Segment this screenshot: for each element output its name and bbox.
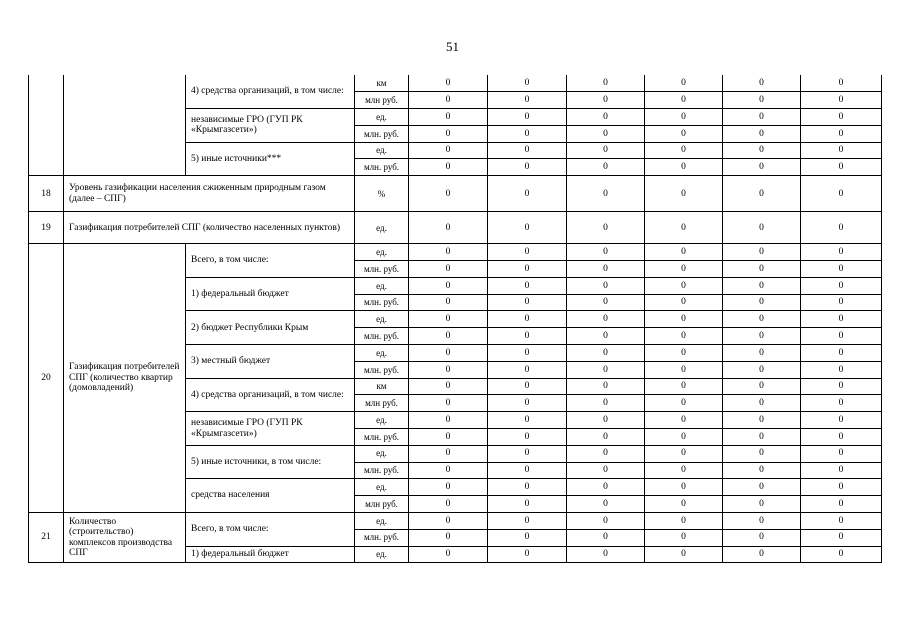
value-cell: 0 [645,176,723,212]
value-cell: 0 [488,176,567,212]
value-cell: 0 [801,496,882,513]
row-name: Уровень газификации населения сжиженным природным газом (далее – СПГ) [64,176,355,212]
source-label: независимые ГРО (ГУП РК «Крымгазсети») [186,109,355,143]
value-cell: 0 [567,311,645,328]
value-cell: 0 [723,546,801,563]
unit-cell: млн руб. [355,92,409,109]
value-cell: 0 [801,429,882,446]
value-cell: 0 [409,277,488,294]
value-cell: 0 [488,412,567,429]
value-cell: 0 [645,445,723,462]
value-cell: 0 [567,328,645,345]
source-label: 1) федеральный бюджет [186,277,355,311]
unit-cell: % [355,176,409,212]
value-cell: 0 [488,159,567,176]
value-cell: 0 [645,159,723,176]
value-cell: 0 [801,529,882,546]
table-row [29,513,882,530]
value-cell: 0 [645,212,723,244]
value-cell: 0 [488,496,567,513]
value-cell: 0 [409,142,488,159]
value-cell: 0 [488,479,567,496]
value-cell: 0 [488,429,567,446]
value-cell: 0 [801,212,882,244]
source-label: 5) иные источники, в том числе: [186,445,355,479]
value-cell: 0 [488,125,567,142]
value-cell: 0 [409,176,488,212]
value-cell: 0 [723,277,801,294]
value-cell: 0 [488,109,567,126]
value-cell: 0 [723,142,801,159]
value-cell: 0 [723,159,801,176]
value-cell: 0 [488,75,567,92]
unit-cell: млн руб. [355,496,409,513]
value-cell: 0 [409,496,488,513]
value-cell: 0 [645,125,723,142]
value-cell: 0 [801,345,882,362]
value-cell: 0 [488,277,567,294]
value-cell: 0 [723,261,801,278]
unit-cell: млн. руб. [355,429,409,446]
value-cell: 0 [645,546,723,563]
value-cell: 0 [567,261,645,278]
value-cell: 0 [488,445,567,462]
value-cell: 0 [488,212,567,244]
table-row [29,244,882,261]
value-cell: 0 [723,244,801,261]
value-cell: 0 [567,479,645,496]
value-cell: 0 [567,445,645,462]
value-cell: 0 [567,361,645,378]
value-cell: 0 [645,75,723,92]
value-cell: 0 [488,294,567,311]
value-cell: 0 [645,92,723,109]
value-cell: 0 [801,378,882,395]
value-cell: 0 [645,462,723,479]
value-cell: 0 [645,311,723,328]
row-name: Газификация потребителей СПГ (количество квартир (домовладений) [64,244,186,513]
value-cell: 0 [567,462,645,479]
unit-cell: млн. руб. [355,159,409,176]
source-label: 1) федеральный бюджет [186,546,355,563]
value-cell: 0 [567,496,645,513]
unit-cell: ед. [355,142,409,159]
unit-cell: км [355,75,409,92]
value-cell: 0 [567,546,645,563]
value-cell: 0 [409,479,488,496]
source-label: 2) бюджет Республики Крым [186,311,355,345]
source-label: Всего, в том числе: [186,244,355,278]
value-cell: 0 [409,546,488,563]
value-cell: 0 [801,462,882,479]
value-cell: 0 [645,412,723,429]
value-cell: 0 [488,529,567,546]
value-cell: 0 [567,395,645,412]
value-cell: 0 [567,345,645,362]
value-cell: 0 [801,142,882,159]
unit-cell: ед. [355,546,409,563]
value-cell: 0 [723,479,801,496]
value-cell: 0 [488,142,567,159]
value-cell: 0 [409,529,488,546]
value-cell: 0 [723,513,801,530]
unit-cell: км [355,378,409,395]
value-cell: 0 [488,546,567,563]
unit-cell: ед. [355,345,409,362]
value-cell: 0 [567,92,645,109]
value-cell: 0 [723,176,801,212]
unit-cell: ед. [355,212,409,244]
unit-cell: млн. руб. [355,361,409,378]
source-label: средства населения [186,479,355,513]
value-cell: 0 [567,159,645,176]
unit-cell: млн. руб. [355,328,409,345]
value-cell: 0 [723,445,801,462]
unit-cell: ед. [355,412,409,429]
value-cell: 0 [801,277,882,294]
unit-cell: ед. [355,479,409,496]
value-cell: 0 [723,92,801,109]
row-number: 18 [29,176,64,212]
value-cell: 0 [409,92,488,109]
value-cell: 0 [567,109,645,126]
value-cell: 0 [409,395,488,412]
table-row [29,75,882,92]
value-cell: 0 [723,328,801,345]
value-cell: 0 [488,361,567,378]
value-cell: 0 [409,244,488,261]
value-cell: 0 [488,311,567,328]
value-cell: 0 [488,345,567,362]
row-number: 21 [29,513,64,563]
page-number: 51 [446,39,459,54]
value-cell: 0 [723,345,801,362]
value-cell: 0 [645,529,723,546]
value-cell: 0 [645,345,723,362]
value-cell: 0 [723,109,801,126]
value-cell: 0 [723,125,801,142]
value-cell: 0 [801,445,882,462]
value-cell: 0 [488,462,567,479]
value-cell: 0 [723,496,801,513]
table-row [29,212,882,244]
value-cell: 0 [409,361,488,378]
value-cell: 0 [488,378,567,395]
value-cell: 0 [567,277,645,294]
unit-cell: млн. руб. [355,261,409,278]
value-cell: 0 [645,378,723,395]
value-cell: 0 [801,479,882,496]
value-cell: 0 [567,125,645,142]
value-cell: 0 [409,311,488,328]
value-cell: 0 [409,328,488,345]
value-cell: 0 [723,529,801,546]
value-cell: 0 [645,142,723,159]
value-cell: 0 [645,513,723,530]
value-cell: 0 [409,412,488,429]
row-number: 20 [29,244,64,513]
value-cell: 0 [409,345,488,362]
value-cell: 0 [801,125,882,142]
row-name: Количество (строительство) комплексов производства СПГ [64,513,186,563]
value-cell: 0 [801,294,882,311]
value-cell: 0 [567,244,645,261]
value-cell: 0 [567,294,645,311]
value-cell: 0 [567,142,645,159]
value-cell: 0 [645,294,723,311]
value-cell: 0 [488,513,567,530]
value-cell: 0 [723,294,801,311]
source-label: независимые ГРО (ГУП РК «Крымгазсети») [186,412,355,446]
value-cell: 0 [645,395,723,412]
value-cell: 0 [409,75,488,92]
value-cell: 0 [645,244,723,261]
unit-cell: млн. руб. [355,529,409,546]
value-cell: 0 [801,176,882,212]
value-cell: 0 [645,261,723,278]
value-cell: 0 [409,445,488,462]
value-cell: 0 [645,109,723,126]
value-cell: 0 [488,244,567,261]
value-cell: 0 [409,378,488,395]
value-cell: 0 [801,75,882,92]
unit-cell: ед. [355,244,409,261]
gasification-table [28,75,882,563]
value-cell: 0 [409,294,488,311]
value-cell: 0 [409,109,488,126]
value-cell: 0 [567,176,645,212]
value-cell: 0 [645,277,723,294]
value-cell: 0 [801,109,882,126]
value-cell: 0 [409,212,488,244]
value-cell: 0 [409,125,488,142]
unit-cell: млн. руб. [355,125,409,142]
value-cell: 0 [723,212,801,244]
source-label: 3) местный бюджет [186,345,355,379]
value-cell: 0 [488,261,567,278]
value-cell: 0 [567,75,645,92]
value-cell: 0 [801,395,882,412]
value-cell: 0 [488,92,567,109]
value-cell: 0 [801,412,882,429]
value-cell: 0 [723,429,801,446]
value-cell: 0 [567,378,645,395]
unit-cell: ед. [355,311,409,328]
value-cell: 0 [723,75,801,92]
value-cell: 0 [409,462,488,479]
value-cell: 0 [723,361,801,378]
value-cell: 0 [645,429,723,446]
unit-cell: ед. [355,445,409,462]
value-cell: 0 [801,328,882,345]
value-cell: 0 [645,496,723,513]
row-name: Газификация потребителей СПГ (количество населенных пунктов) [64,212,355,244]
value-cell: 0 [567,429,645,446]
value-cell: 0 [645,328,723,345]
value-cell: 0 [567,513,645,530]
value-cell: 0 [567,212,645,244]
value-cell: 0 [645,479,723,496]
value-cell: 0 [723,378,801,395]
value-cell: 0 [801,261,882,278]
source-label: 4) средства организаций, в том числе: [186,75,355,109]
value-cell: 0 [567,529,645,546]
unit-cell: ед. [355,513,409,530]
value-cell: 0 [723,395,801,412]
row-number: 19 [29,212,64,244]
unit-cell: ед. [355,277,409,294]
value-cell: 0 [409,159,488,176]
unit-cell: млн. руб. [355,294,409,311]
value-cell: 0 [801,159,882,176]
source-label: 4) средства организаций, в том числе: [186,378,355,412]
value-cell: 0 [801,311,882,328]
value-cell: 0 [723,462,801,479]
value-cell: 0 [801,244,882,261]
unit-cell: млн руб. [355,395,409,412]
value-cell: 0 [488,328,567,345]
value-cell: 0 [801,513,882,530]
unit-cell: ед. [355,109,409,126]
num-cell [29,75,64,176]
value-cell: 0 [409,429,488,446]
value-cell: 0 [409,261,488,278]
value-cell: 0 [645,361,723,378]
value-cell: 0 [801,361,882,378]
value-cell: 0 [567,412,645,429]
name-cell [64,75,186,176]
table-row [29,176,882,212]
unit-cell: млн. руб. [355,462,409,479]
value-cell: 0 [801,546,882,563]
value-cell: 0 [488,395,567,412]
value-cell: 0 [723,412,801,429]
source-label: Всего, в том числе: [186,513,355,547]
value-cell: 0 [409,513,488,530]
value-cell: 0 [801,92,882,109]
value-cell: 0 [723,311,801,328]
source-label: 5) иные источники*** [186,142,355,176]
